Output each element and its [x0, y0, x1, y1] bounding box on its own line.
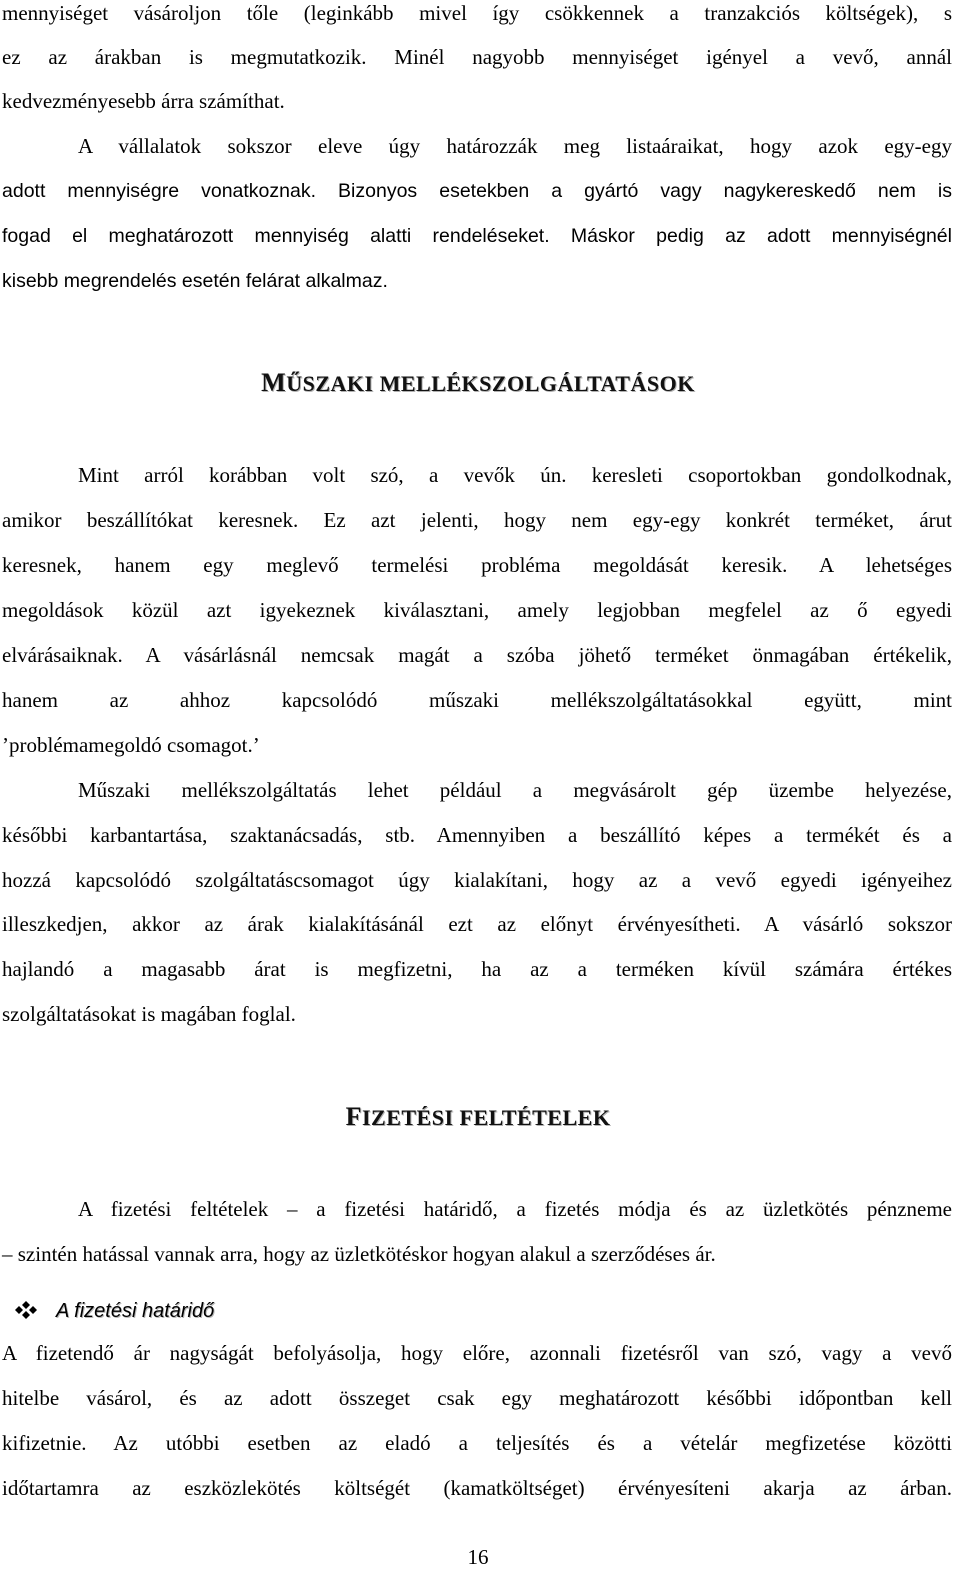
paragraph-line: fogad el meghatározott mennyiség alatti rendeléseket. Máskor pedig az adott mennyiségnél: [2, 225, 952, 247]
paragraph-line: kifizetnie. Az utóbbi esetben az eladó a teljesítés és a vételár megfizetése közötti: [2, 1431, 952, 1455]
paragraph-line: kedvezményesebb árra számíthat.: [2, 89, 285, 113]
paragraph-line: – szintén hatással vannak arra, hogy az üzletkötéskor hogyan alakul a szerződéses ár.: [2, 1242, 716, 1266]
paragraph-line: A fizetendő ár nagyságát befolyásolja, hogy előre, azonnali fizetésről van szó, vagy a vevő: [2, 1341, 952, 1365]
paragraph-line: elvárásaiknak. A vásárlásnál nemcsak magát a szóba jöhető terméket önmagában értékelik,: [2, 643, 952, 667]
paragraph-line: ez az árakban is megmutatkozik. Minél nagyobb mennyiséget igényel a vevő, annál: [2, 45, 952, 69]
paragraph-line: adott mennyiségre vonatkoznak. Bizonyos esetekben a gyártó vagy nagykereskedő nem is: [2, 180, 952, 202]
paragraph-line: időtartamra az eszközlekötés költségét (kamatköltséget) érvényesíteni akarja az árban.: [2, 1476, 952, 1500]
heading-rest: ŰSZAKI MELLÉKSZOLGÁLTATÁSOK: [286, 371, 695, 396]
paragraph-line: Műszaki mellékszolgáltatás lehet például a megvásárolt gép üzembe helyezése,: [78, 778, 952, 802]
heading-initial: M: [261, 368, 287, 397]
paragraph-line: keresnek, hanem egy meglevő termelési probléma megoldását keresik. A lehetséges: [2, 553, 952, 577]
paragraph-line: hanem az ahhoz kapcsolódó műszaki mellékszolgáltatásokkal együtt, mint: [2, 688, 952, 712]
paragraph-line: szolgáltatásokat is magában foglal.: [2, 1002, 296, 1026]
subheading-payment-deadline: [14, 1298, 214, 1324]
subheading-text: A fizetési határidő: [56, 1300, 215, 1322]
paragraph-line: megoldások közül azt igyekeznek kiválasztani, amely legjobban megfelel az ő egyedi: [2, 598, 952, 622]
paragraph-line: hozzá kapcsolódó szolgáltatáscsomagot úgy kialakítani, hogy az a vevő egyedi igényeihez: [2, 868, 952, 892]
paragraph-line: hajlandó a magasabb árat is megfizetni, ha az a terméken kívül számára értékes: [2, 957, 952, 981]
section-heading-technical: [0, 368, 956, 398]
heading-rest: IZETÉSI FELTÉTELEK: [361, 1105, 611, 1130]
four-diamond-bullet-icon: [14, 1300, 38, 1318]
paragraph-line: A vállalatok sokszor eleve úgy határozzák meg listaáraikat, hogy azok egy-egy: [78, 134, 952, 158]
paragraph-line: Mint arról korábban volt szó, a vevők ún. keresleti csoportokban gondolkodnak,: [78, 463, 952, 487]
section-heading-payment: [0, 1102, 956, 1132]
paragraph-line: mennyiséget vásároljon tőle (leginkább mivel így csökkennek a tranzakciós költségek), s: [2, 1, 952, 25]
paragraph-line: A fizetési feltételek – a fizetési határidő, a fizetés módja és az üzletkötés pénzneme: [78, 1197, 952, 1221]
heading-initial: F: [345, 1102, 362, 1131]
paragraph-line: későbbi karbantartása, szaktanácsadás, stb. Amennyiben a beszállító képes a termékét és a: [2, 823, 952, 847]
paragraph-line: kisebb megrendelés esetén felárat alkalmaz.: [2, 270, 388, 292]
paragraph-line: illeszkedjen, akkor az árak kialakításánál ezt az előnyt érvényesítheti. A vásárló sokszor: [2, 912, 952, 936]
paragraph-line: hitelbe vásárol, és az adott összeget csak egy meghatározott későbbi időpontban kell: [2, 1386, 952, 1410]
page-number: 16: [467, 1545, 489, 1569]
paragraph-line: ’problémamegoldó csomagot.’: [2, 733, 260, 757]
paragraph-line: amikor beszállítókat keresnek. Ez azt jelenti, hogy nem egy-egy konkrét terméket, árut: [2, 508, 952, 532]
